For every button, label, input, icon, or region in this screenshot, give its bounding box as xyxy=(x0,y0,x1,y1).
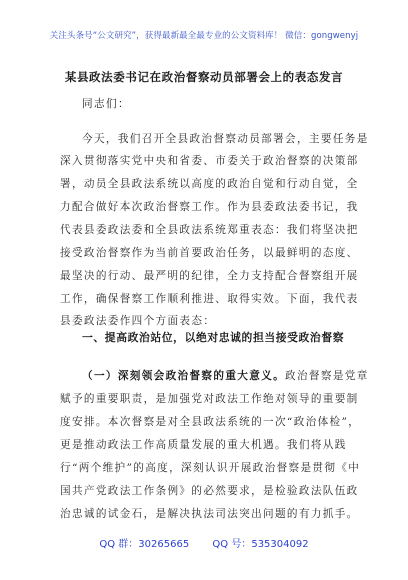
salutation: 同志们： xyxy=(82,98,130,110)
paragraph-line: 接受政治督察作为当前首要政治任务，以最鲜明的态度、 xyxy=(60,247,359,259)
paragraph-line xyxy=(82,368,369,383)
paragraph-line: 今天，我们召开全县政治督察动员部署会，主要任务是 xyxy=(82,133,369,145)
paragraph-line: 行“两个维护”的高度，深刻认识开展政治督察是贯彻《中 xyxy=(60,462,361,474)
paragraph-line: 代表县委政法委和全县政法系统郑重表态：我们将坚决把 xyxy=(60,224,359,236)
qq-number: QQ 号：535304092 xyxy=(212,539,309,550)
paragraph-line: 更是推动政法工作高质量发展的重大机遇。我们将从践 xyxy=(60,439,347,451)
paragraph-line: 工作，确保督察工作顺利推进、取得实效。下面，我代表 xyxy=(60,293,359,305)
paragraph-line: 深入贯彻落实党中央和省委、市委关于政治督察的决策部 xyxy=(60,155,359,167)
paragraph-line: 县委政法委作四个方面表态： xyxy=(60,315,216,327)
paragraph-line: 国共产党政法工作条例》的必然要求，是检验政法队伍政 xyxy=(60,485,359,497)
paragraph-line: 赋予的重要职责，是加强党对政法工作绝对领导的重要制 xyxy=(60,393,359,405)
footer-contact xyxy=(0,535,408,550)
qq-group: QQ 群：30265665 xyxy=(99,539,190,550)
paragraph-line: 力配合做好本次政治督察工作。作为县委政法委书记，我 xyxy=(60,201,359,213)
paragraph-line: 最坚决的行动、最严明的纪律，全力支持配合督察组开展 xyxy=(60,270,359,282)
paragraph-line: 治忠诚的试金石，是解决执法司法突出问题的有力抓手。 xyxy=(60,508,359,520)
sub-heading-tail: 政治督察是党章 xyxy=(285,370,369,382)
header-note: 关注头条号“公文研究”，获得最新最全最专业的公文资料库！ 微信：gongwenyj xyxy=(49,31,359,41)
document-title: 某县政法委书记在政治督察动员部署会上的表态发言 xyxy=(64,70,344,84)
paragraph-line: 署，动员全县政法系统以高度的政治自觉和行动自觉，全 xyxy=(60,178,359,190)
paragraph-line: 度安排。本次督察是对全县政法系统的一次“政治体检”， xyxy=(60,416,361,428)
section-heading-1: 一、提高政治站位，以绝对忠诚的担当接受政治督察 xyxy=(82,331,345,344)
sub-heading: （一）深刻领会政治督察的重大意义。 xyxy=(82,370,286,382)
